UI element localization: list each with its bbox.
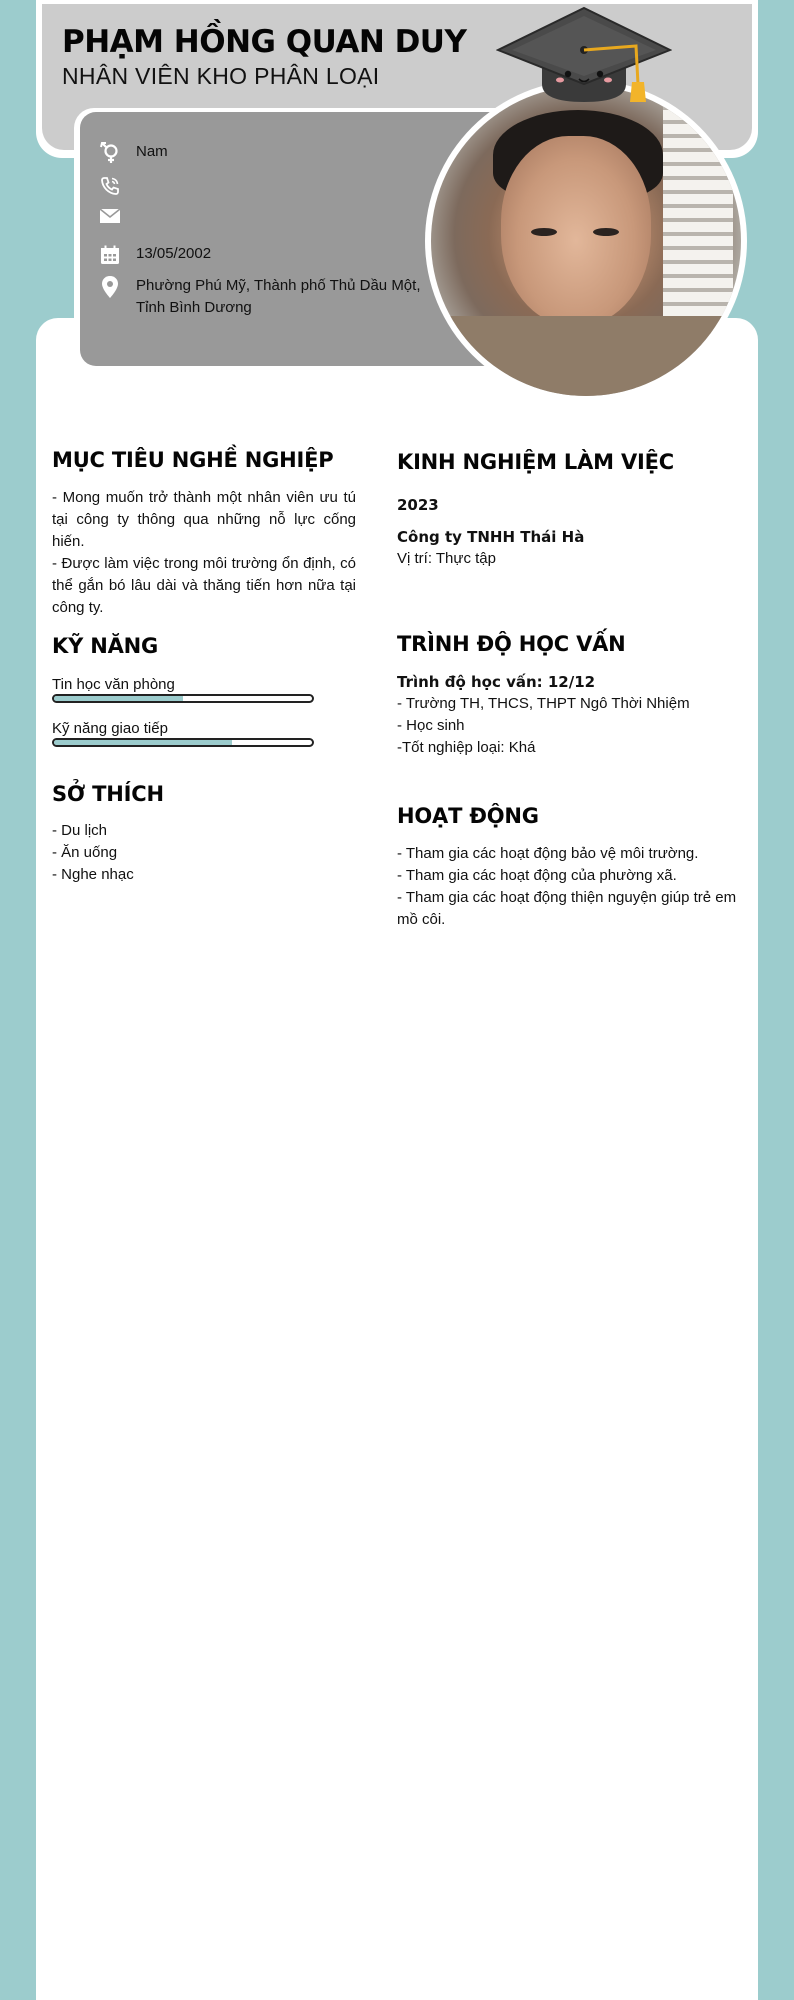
experience-position: Vị trí: Thực tập (397, 550, 496, 567)
hobby-item: - Du lịch (52, 822, 108, 839)
objective-text (52, 487, 356, 619)
education-level: Trình độ học vấn: 12/12 (397, 673, 596, 691)
activity-item: - Tham gia các hoạt động của phường xã. (397, 867, 677, 884)
experience-company: Công ty TNHH Thái Hà (397, 528, 585, 546)
objective-line: - Được làm việc trong môi trường ổn định, có thể gắn bó lâu dài và thăng tiến hơn nữa tại công ty. (52, 555, 356, 616)
skill-bar (52, 694, 314, 703)
photo-face (501, 136, 651, 326)
info-email-row (98, 204, 422, 228)
photo-eye-left (531, 228, 557, 236)
profile-photo (431, 86, 741, 396)
gender-icon (98, 141, 122, 165)
phone-icon (98, 174, 122, 198)
experience-heading: KINH NGHIỆM LÀM VIỆC (397, 450, 674, 474)
education-line: -Tốt nghiệp loại: Khá (397, 739, 536, 756)
hobbies-list (52, 820, 134, 886)
activity-item: - Tham gia các hoạt động thiện nguyện giúp trẻ em mồ côi. (397, 889, 737, 928)
location-pin-icon (98, 275, 122, 299)
education-line: - Học sinh (397, 717, 465, 734)
photo-eye-right (593, 228, 619, 236)
info-gender-row (98, 141, 422, 165)
photo-shirt (431, 316, 741, 396)
activities-list (397, 843, 747, 931)
activity-item: - Tham gia các hoạt động bảo vệ môi trường. (397, 845, 699, 862)
hobby-item: - Nghe nhạc (52, 866, 134, 883)
photo-background-blinds (663, 96, 733, 346)
objective-line: - Mong muốn trở thành một nhân viên ưu tú tại công ty thông qua những nỗ lực cống hiến. (52, 489, 356, 550)
hobbies-heading: SỞ THÍCH (52, 782, 164, 806)
experience-year: 2023 (397, 496, 439, 514)
education-details (397, 693, 747, 759)
candidate-job-title: NHÂN VIÊN KHO PHÂN LOẠI (62, 63, 380, 89)
activities-heading: HOẠT ĐỘNG (397, 804, 539, 828)
address-value: Phường Phú Mỹ, Thành phố Thủ Dầu Một, Tỉnh Bình Dương (136, 277, 421, 316)
skill-label: Tin học văn phòng (52, 676, 175, 693)
page-background-strip (756, 0, 794, 2000)
info-birthday-row (98, 243, 422, 267)
skill-bar-fill (54, 696, 183, 701)
graduation-cap-icon (496, 6, 672, 102)
skill-bar-fill (54, 740, 232, 745)
education-line: - Trường TH, THCS, THPT Ngô Thời Nhiệm (397, 695, 690, 712)
education-heading: TRÌNH ĐỘ HỌC VẤN (397, 632, 626, 656)
candidate-name: PHẠM HỒNG QUAN DUY (62, 24, 467, 60)
birthday-value: 13/05/2002 (136, 245, 212, 262)
info-phone-row (98, 174, 422, 198)
skill-bar (52, 738, 314, 747)
calendar-icon (98, 243, 122, 267)
info-address-row (98, 275, 422, 319)
email-icon (98, 204, 122, 228)
hobby-item: - Ăn uống (52, 844, 118, 861)
gender-value: Nam (136, 143, 168, 160)
skill-label: Kỹ năng giao tiếp (52, 720, 168, 737)
objective-heading: MỤC TIÊU NGHỀ NGHIỆP (52, 448, 334, 472)
skills-heading: KỸ NĂNG (52, 634, 159, 658)
